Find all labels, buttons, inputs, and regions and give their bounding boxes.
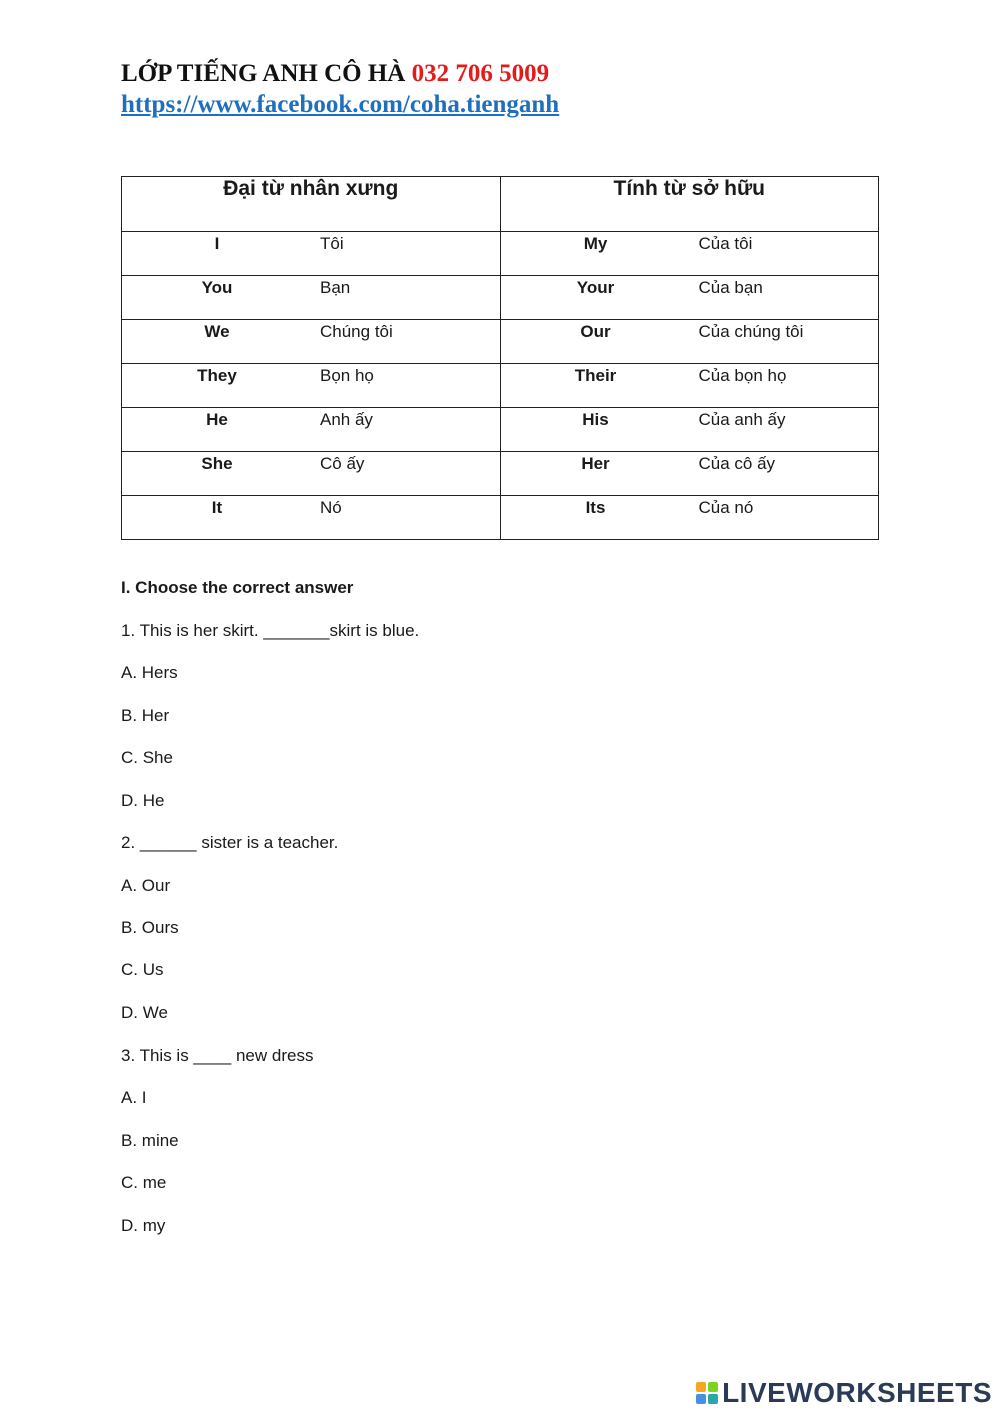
- option-3a[interactable]: A. I: [121, 1088, 147, 1107]
- option-3b[interactable]: B. mine: [121, 1131, 179, 1150]
- pronoun-meaning: Cô ấy: [320, 454, 365, 473]
- possessive-meaning: Của bọn họ: [698, 366, 787, 385]
- possessive: Its: [585, 498, 606, 517]
- option-2a[interactable]: A. Our: [121, 876, 171, 895]
- table-row: [122, 320, 879, 364]
- option-1b[interactable]: B. Her: [121, 706, 170, 725]
- document-header: [121, 58, 559, 120]
- phone-number: 032 706 5009: [411, 60, 550, 87]
- possessive: Our: [580, 322, 611, 341]
- pronoun: He: [206, 410, 228, 429]
- option-2b[interactable]: B. Ours: [121, 918, 179, 937]
- option-3d[interactable]: D. my: [121, 1216, 166, 1235]
- possessive-meaning: Của bạn: [698, 278, 763, 297]
- possessive: His: [582, 410, 609, 429]
- option-1d[interactable]: D. He: [121, 791, 165, 810]
- table-row: [122, 452, 879, 496]
- option-2d[interactable]: D. We: [121, 1003, 168, 1022]
- question-2: 2. ______ sister is a teacher.: [121, 833, 339, 852]
- section-title: I. Choose the correct answer: [121, 578, 354, 597]
- option-1a[interactable]: A. Hers: [121, 663, 178, 682]
- logo-square: [696, 1394, 706, 1404]
- header-possessive-adjectives: Tính từ sở hữu: [500, 177, 879, 232]
- logo-square: [708, 1382, 718, 1392]
- pronoun-table: [121, 176, 879, 540]
- pronoun-meaning: Anh ấy: [320, 410, 373, 429]
- pronoun: You: [201, 278, 233, 297]
- logo-square: [708, 1394, 718, 1404]
- option-2c[interactable]: C. Us: [121, 960, 164, 979]
- table-header-row: [122, 177, 879, 232]
- question-1: 1. This is her skirt. _______skirt is blue.: [121, 621, 420, 640]
- possessive: Their: [574, 366, 617, 385]
- pronoun-meaning: Bọn họ: [320, 366, 374, 385]
- pronoun: They: [197, 366, 237, 385]
- pronoun: She: [201, 454, 233, 473]
- logo-square: [696, 1382, 706, 1392]
- table-row: [122, 276, 879, 320]
- question-3: 3. This is ____ new dress: [121, 1046, 314, 1065]
- title-text: LỚP TIẾNG ANH CÔ HÀ: [121, 60, 406, 87]
- table-row: [122, 408, 879, 452]
- pronoun-meaning: Tôi: [320, 234, 344, 253]
- pronoun-meaning: Bạn: [320, 278, 351, 297]
- pronoun: I: [214, 234, 220, 253]
- possessive-meaning: Của tôi: [698, 234, 753, 253]
- possessive-meaning: Của chúng tôi: [698, 322, 804, 341]
- logo-icon: [696, 1382, 718, 1404]
- option-3c[interactable]: C. me: [121, 1173, 167, 1192]
- possessive: Your: [576, 278, 615, 297]
- pronoun-meaning: Chúng tôi: [320, 322, 393, 341]
- possessive: My: [583, 234, 608, 253]
- facebook-link[interactable]: https://www.facebook.com/coha.tienganh: [121, 91, 560, 118]
- pronoun: It: [211, 498, 223, 517]
- pronoun-meaning: Nó: [320, 498, 342, 517]
- possessive-meaning: Của cô ấy: [698, 454, 776, 473]
- table-row: [122, 232, 879, 276]
- possessive-meaning: Của nó: [698, 498, 754, 517]
- table-row: [122, 496, 879, 540]
- liveworksheets-logo: [696, 1377, 992, 1409]
- table-row: [122, 364, 879, 408]
- pronoun: We: [204, 322, 230, 341]
- header-personal-pronouns: Đại từ nhân xưng: [122, 177, 501, 232]
- brand-name: LIVEWORKSHEETS: [722, 1377, 992, 1408]
- option-1c[interactable]: C. She: [121, 748, 173, 767]
- possessive-meaning: Của anh ấy: [698, 410, 786, 429]
- possessive: Her: [581, 454, 610, 473]
- page-title: [121, 58, 559, 90]
